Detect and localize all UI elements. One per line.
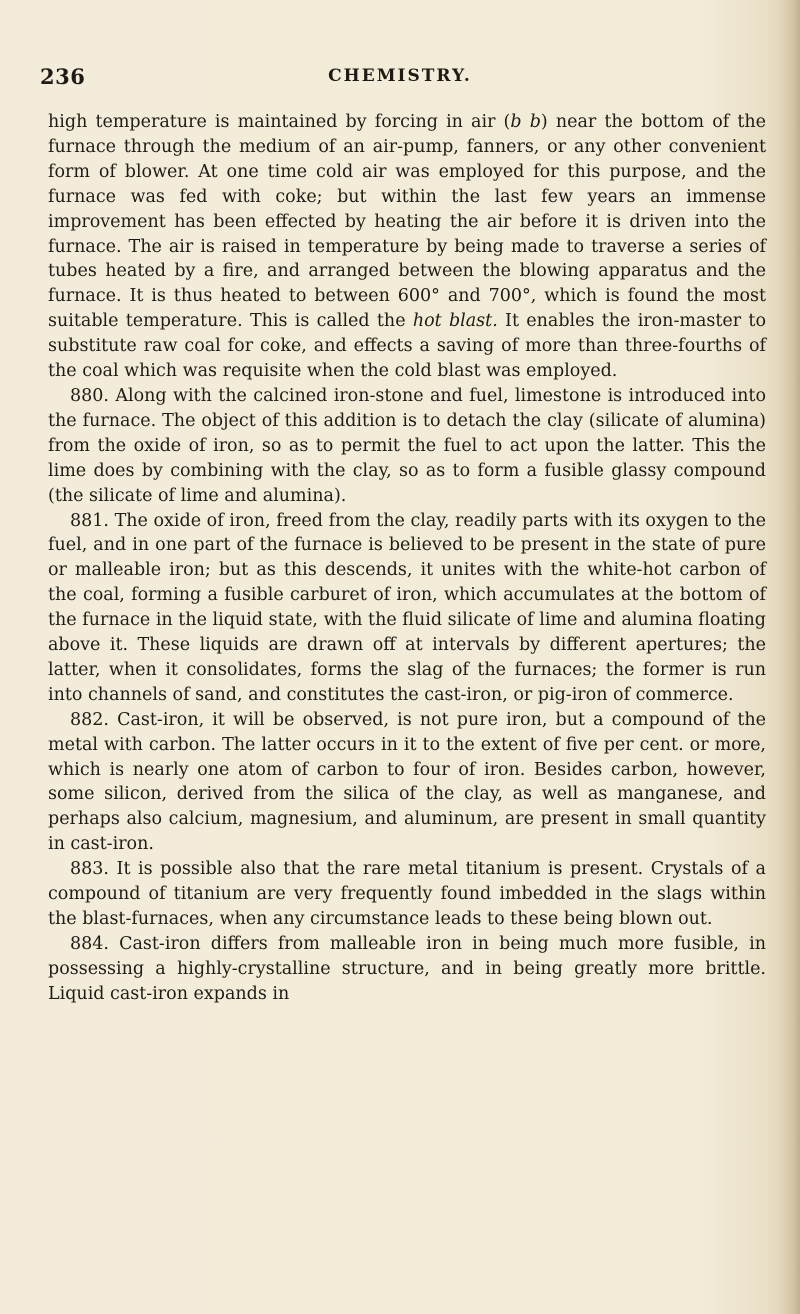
page-number: 236 — [40, 64, 86, 89]
paragraph-884: 884. Cast-iron differs from malleable iron in being much more fusible, in possessing a highly-crystalline structure, and in being greatly more brittle. Liquid cast-iron expands in — [48, 933, 766, 1004]
italic-term-hot-blast: hot blast. — [412, 311, 498, 332]
page-edge-shadow — [778, 0, 800, 1314]
paragraph-880: 880. Along with the calcined iron-stone and fuel, limestone is introduced into the furnace. The object of this addition is to detach the clay (silicate of alumina) from the oxide of iron, so as to permit the fuel to act upon the latter. This the lime does by combining with the clay, so as to form a fusible glassy compound (the silicate of lime and alumina). — [48, 385, 766, 506]
paragraph-continuation: high temperature is maintained by forcing in air (b b) near the bottom of the furnace through the medium of an air-pump, fanners, or any other convenient form of blower. At one time cold air was employed for this purpose, and the furnace was fed with coke; but within the last few years an immense improvement has been effected by heating the air before it is driven into the furnace. The air is raised in temperature by being made to traverse a series of tubes heated by a fire, and arranged between the blowing apparatus and the furnace. It is thus heated to between 600° and 700°, which is found the most suitable temperature. This is called the hot blast. It enables the iron-master to substitute raw coal for coke, and effects a saving of more than three-fourths of the coal which was requisite when the cold blast was employed. — [48, 112, 766, 382]
paragraph-883: 883. It is possible also that the rare metal titanium is present. Crystals of a compound of titanium are very frequently found imbedded in the slags within the blast-furnaces, when any circumstance leads to these being blown out. — [48, 859, 766, 929]
paragraph-882: 882. Cast-iron, it will be observed, is not pure iron, but a compound of the metal with carbon. The latter occurs in it to the extent of five per cent. or more, which is nearly one atom of carbon to four of iron. Besides carbon, however, some silicon, derived from the silica of the clay, as well as manganese, and perhaps also calcium, magnesium, and aluminum, are present in small quantity in cast-iron. — [48, 709, 766, 855]
page-header — [0, 64, 800, 94]
italic-reference: b b — [510, 112, 541, 132]
paragraph-881: 881. The oxide of iron, freed from the clay, readily parts with its oxygen to the fuel, and in one part of the furnace is believed to be present in the state of pure or malleable iron; but as this descends, it unites with the white-hot carbon of the coal, forming a fusible carburet of iron, which accumulates at the bottom of the furnace in the liquid state, with the fluid silicate of lime and alumina floating above it. These liquids are drawn off at intervals by different apertures; the latter, when it consolidates, forms the slag of the furnaces; the former is run into channels of sand, and constitutes the cast-iron, or pig-iron of commerce. — [48, 510, 766, 705]
running-title: CHEMISTRY. — [328, 66, 472, 86]
body-text — [48, 110, 766, 1007]
